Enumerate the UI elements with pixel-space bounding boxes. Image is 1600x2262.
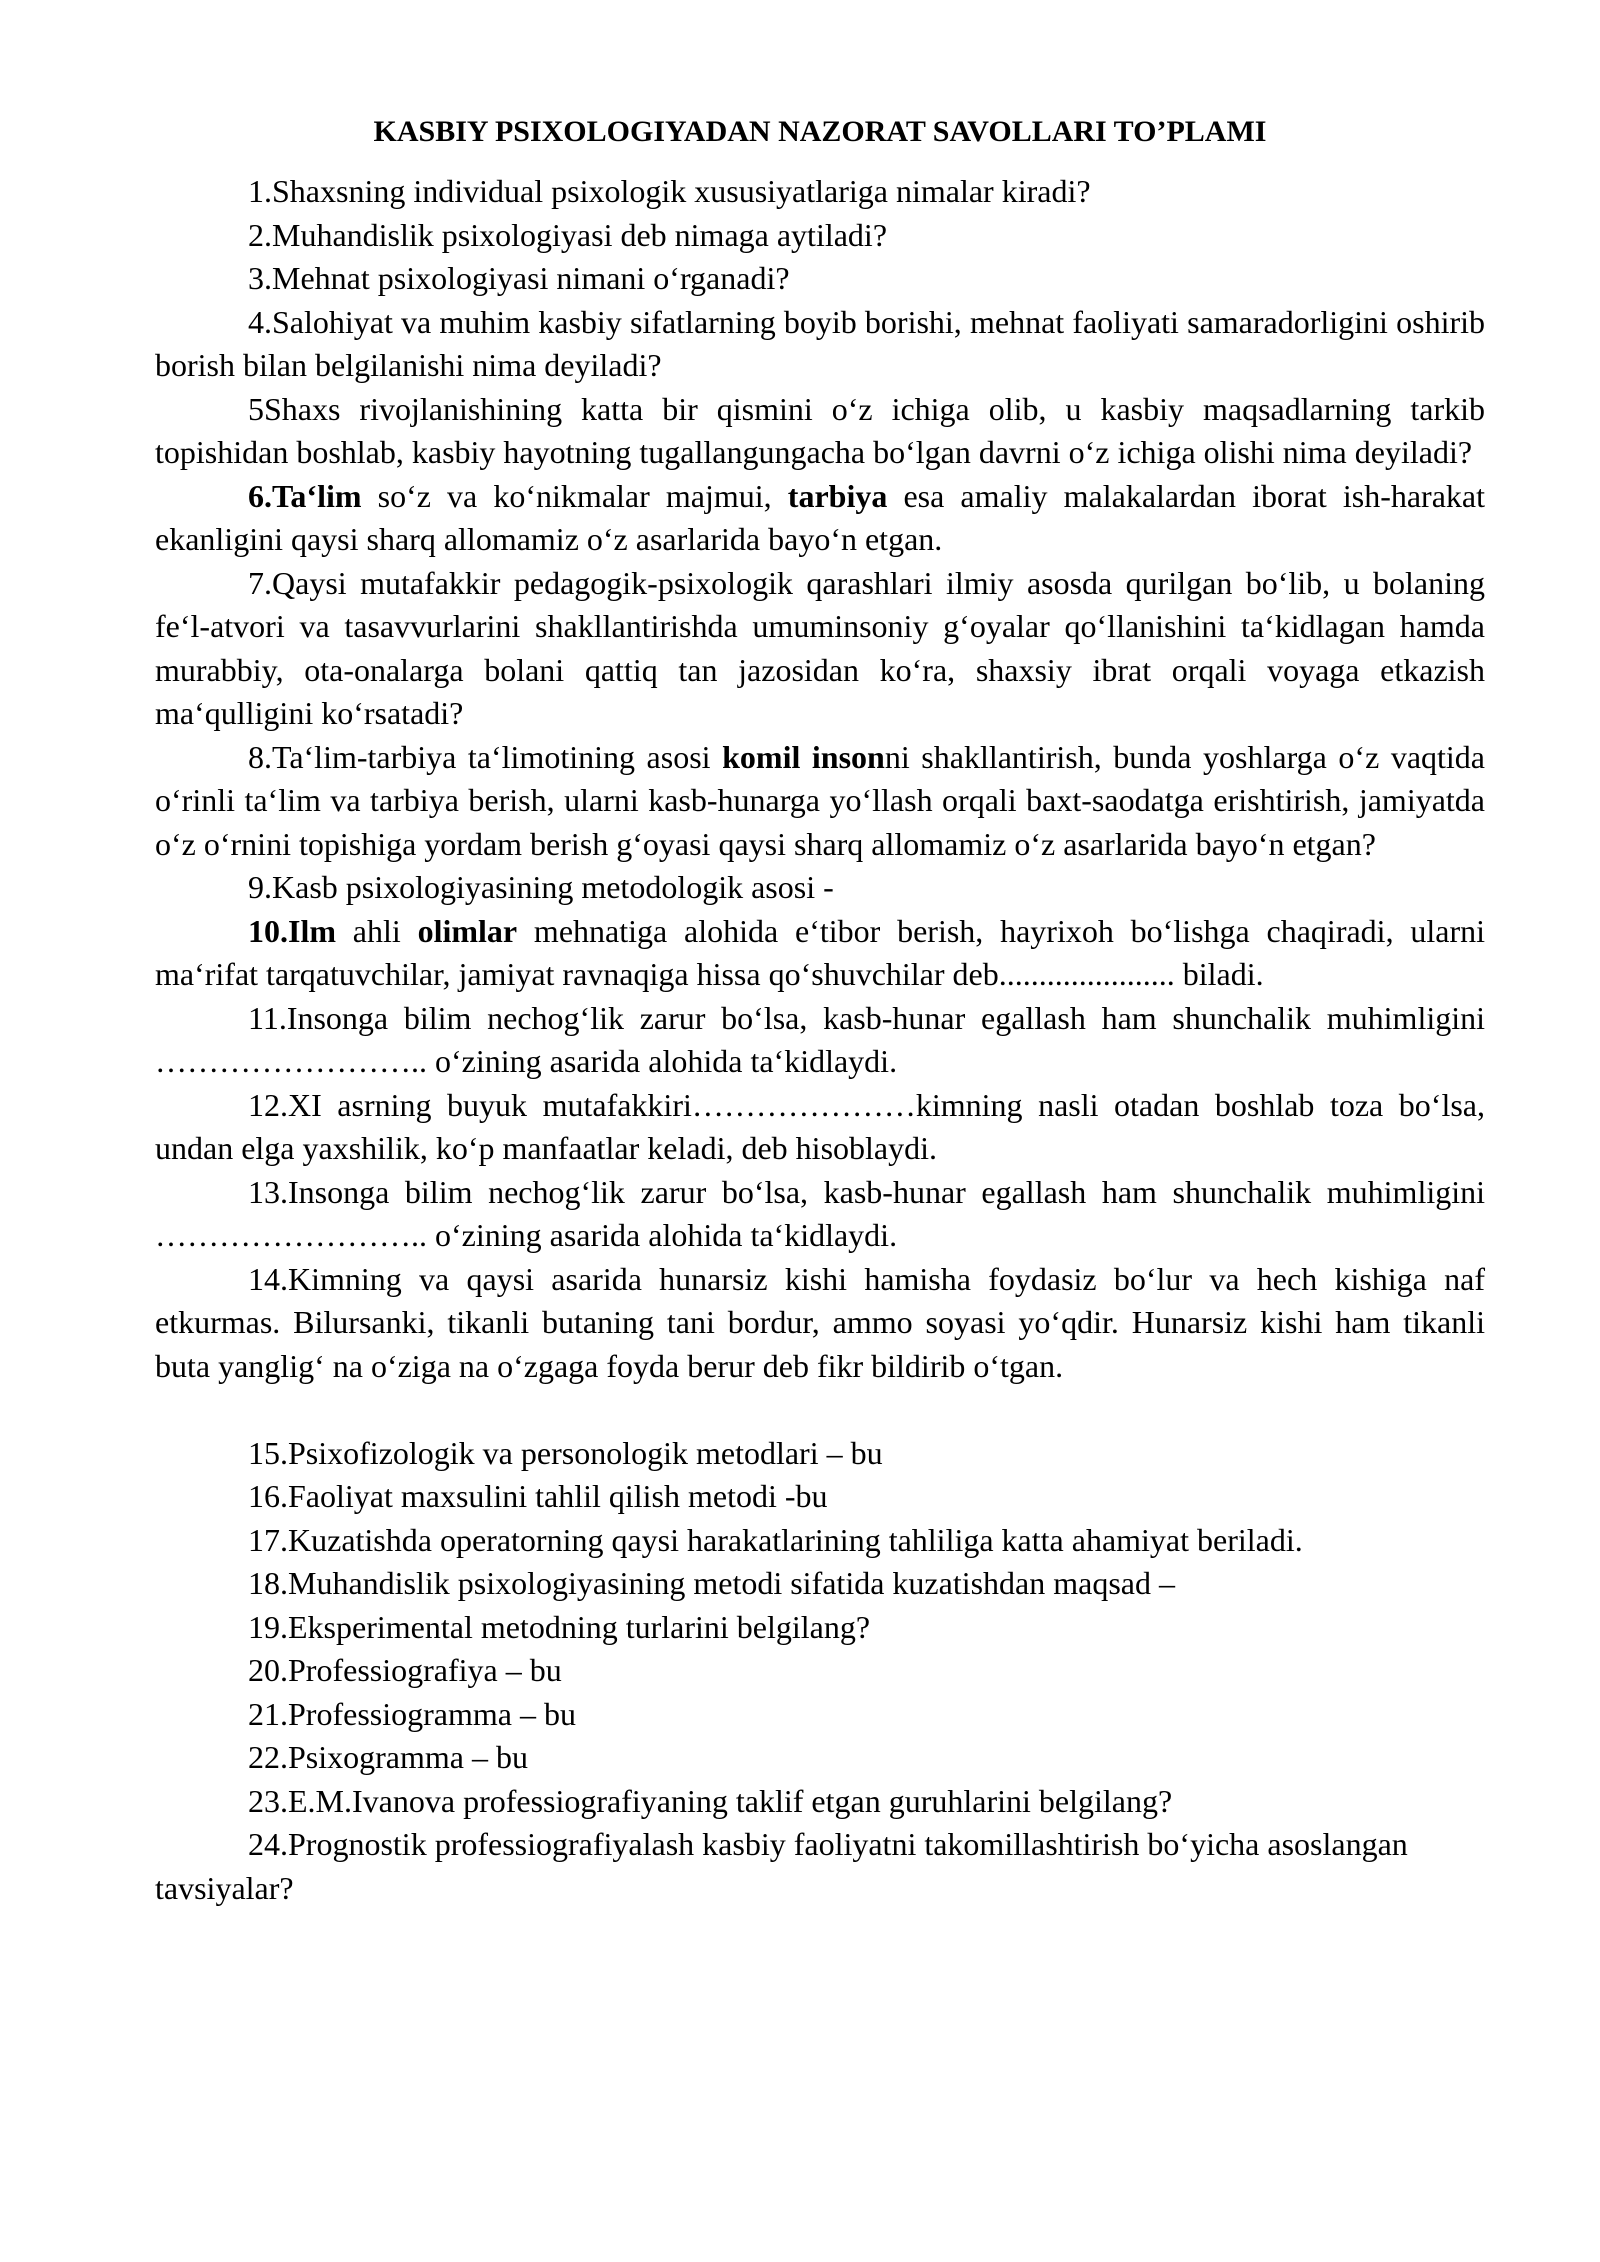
question-19: 19.Eksperimental metodning turlarini belgilang? bbox=[248, 1608, 871, 1645]
question-5: 5Shaxs rivojlanishining katta bir qismini o‘z ichiga olib, u kasbiy maqsadlarning tarkib topishidan boshlab, kasbiy hayotning tugallangungacha bo‘lgan davrni o‘z ichiga olishi nima deyiladi? bbox=[155, 390, 1485, 470]
question-16: 16.Faoliyat maxsulini tahlil qilish metodi -bu bbox=[248, 1478, 828, 1514]
question-4: 4.Salohiyat va muhim kasbiy sifatlarning boyib borishi, mehnat faoliyati samaradorligini oshirib borish bilan belgilanishi nima deyiladi? bbox=[155, 303, 1485, 383]
document-page bbox=[155, 112, 1485, 1910]
question-8-bold-1: komil inson bbox=[722, 738, 885, 775]
paragraph-gap bbox=[155, 1388, 1485, 1432]
question-8 bbox=[155, 736, 1485, 867]
question-10 bbox=[155, 910, 1485, 997]
question-23: 23.E.M.Ivanova professiografiyaning taklif etgan guruhlarini belgilang? bbox=[248, 1782, 1173, 1819]
question-17: 17.Kuzatishda operatorning qaysi harakatlarining tahliliga katta ahamiyat beriladi. bbox=[248, 1521, 1303, 1558]
question-6-bold-2: tarbiya bbox=[787, 477, 888, 514]
question-24: 24.Prognostik professiografiyalash kasbiy faoliyatni takomillashtirish bo‘yicha asoslangan tavsiyalar? bbox=[155, 1826, 1408, 1906]
question-6 bbox=[155, 475, 1485, 562]
question-2: 2.Muhandislik psixologiyasi deb nimaga aytiladi? bbox=[248, 216, 888, 253]
question-22: 22.Psixogramma – bu bbox=[248, 1739, 528, 1775]
question-10-bold-1: 10.Ilm bbox=[248, 912, 336, 949]
question-8-text-2: ni shakllantirish, bunda yoshlarga o‘z vaqtida o‘rinli ta‘lim va tarbiya berish, ularni kasb-hunarga yo‘llash orqali baxt-saodatga erishtirish, jamiyatda o‘z o‘rnini topishiga yordam berish g‘oyasi qaysi sharq allomamiz o‘z asarlarida bayo‘n etgan? bbox=[155, 738, 1486, 862]
question-10-text-2: mehnatiga alohida e‘tibor berish, hayrixoh bo‘lishga chaqiradi, ularni ma‘rifat tarqatuvchilar, jamiyat ravnaqiga hissa qo‘shuvchilar deb...................... biladi. bbox=[155, 912, 1486, 992]
question-6-text-1: so‘z va ko‘nikmalar majmui, bbox=[361, 477, 788, 514]
question-10-text-1: ahli bbox=[336, 912, 418, 949]
question-10-bold-2: olimlar bbox=[417, 912, 518, 949]
question-9: 9.Kasb psixologiyasining metodologik asosi - bbox=[248, 869, 834, 905]
question-1: 1.Shaxsning individual psixologik xususiyatlariga nimalar kiradi? bbox=[248, 173, 1091, 209]
question-13: 13.Insonga bilim nechog‘lik zarur bo‘lsa, kasb-hunar egallash ham shunchalik muhimligini …………………….. o‘zining asarida alohida ta‘kidlaydi. bbox=[155, 1173, 1485, 1253]
document-title: KASBIY PSIXOLOGIYADAN NAZORAT SAVOLLARI TO’PLAMI bbox=[373, 115, 1267, 148]
question-7: 7.Qaysi mutafakkir pedagogik-psixologik qarashlari ilmiy asosda qurilgan bo‘lib, u bolaning fe‘l-atvori va tasavvurlarini shakllantirishda umuminsoniy g‘oyalar qo‘llanishini ta‘kidlagan hamda murabbiy, ota-onalarga bolani qattiq tan jazosidan ko‘ra, shaxsiy ibrat orqali voyaga etkazish ma‘qulligini ko‘rsatadi? bbox=[155, 564, 1485, 731]
question-12: 12.XI asrning buyuk mutafakkiri…………………kimning nasli otadan boshlab toza bo‘lsa, undan elga yaxshilik, ko‘p manfaatlar keladi, deb hisoblaydi. bbox=[155, 1086, 1485, 1166]
question-14: 14.Kimning va qaysi asarida hunarsiz kishi hamisha foydasiz bo‘lur va hech kishiga naf etkurmas. Bilursanki, tikanli butaning tani bordur, ammo soyasi yo‘qdir. Hunarsiz kishi ham tikanli buta yanglig‘ na o‘ziga na o‘zgaga foyda berur deb fikr bildirib o‘tgan. bbox=[155, 1260, 1485, 1384]
question-6-text-2: esa amaliy malakalardan iborat ish-harakat ekanligini qaysi sharq allomamiz o‘z asarlarida bayo‘n etgan. bbox=[155, 477, 1486, 557]
question-21: 21.Professiogramma – bu bbox=[248, 1695, 576, 1732]
question-6-bold-1: 6.Ta‘lim bbox=[248, 477, 362, 514]
question-20: 20.Professiografiya – bu bbox=[248, 1652, 562, 1688]
question-18: 18.Muhandislik psixologiyasining metodi sifatida kuzatishdan maqsad – bbox=[248, 1565, 1175, 1601]
question-15: 15.Psixofizologik va personologik metodlari – bu bbox=[248, 1434, 883, 1471]
question-8-text-1: 8.Ta‘lim-tarbiya ta‘limotining asosi bbox=[248, 738, 723, 775]
question-3: 3.Mehnat psixologiyasi nimani o‘rganadi? bbox=[248, 260, 790, 296]
question-11: 11.Insonga bilim nechog‘lik zarur bo‘lsa, kasb-hunar egallash ham shunchalik muhimligini …………………….. o‘zining asarida alohida ta‘kidlaydi. bbox=[155, 999, 1485, 1079]
